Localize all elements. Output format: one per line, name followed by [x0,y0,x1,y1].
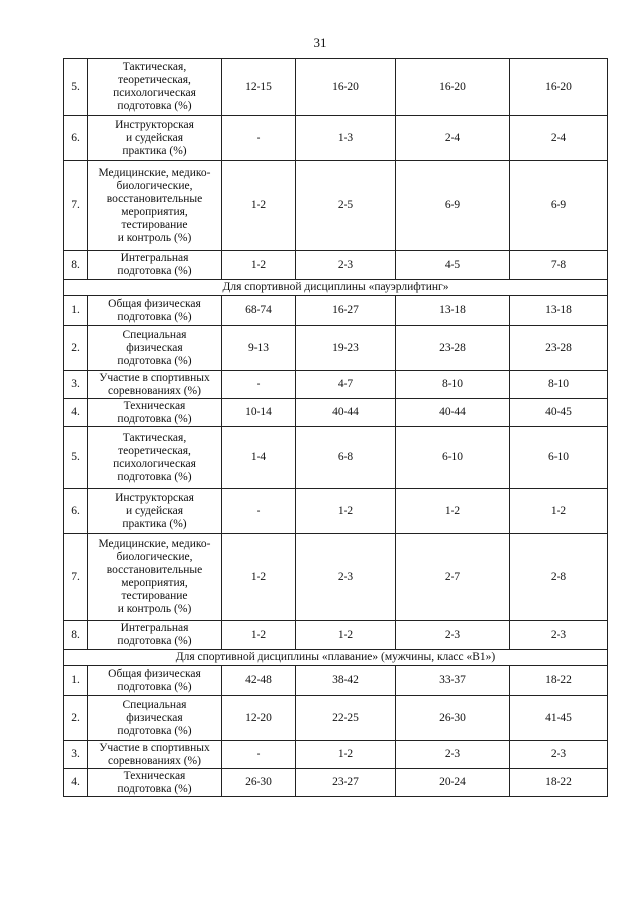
value-cell: 68-74 [222,296,296,326]
value-cell: 42-48 [222,666,296,696]
row-label: Интегральная подготовка (%) [88,621,222,650]
table-row [64,427,608,489]
value-cell: 16-20 [396,59,510,116]
value-cell: 8-10 [396,371,510,399]
table-row [64,161,608,251]
row-label: Общая физическая подготовка (%) [88,666,222,696]
value-cell: - [222,489,296,534]
value-cell: 2-7 [396,534,510,621]
value-cell: 4-7 [296,371,396,399]
value-cell: 33-37 [396,666,510,696]
value-cell: 1-2 [296,489,396,534]
value-cell: 16-20 [296,59,396,116]
table-row [64,251,608,280]
row-number: 8. [64,251,88,280]
value-cell: 1-2 [296,741,396,769]
value-cell: 20-24 [396,769,510,797]
value-cell: 23-28 [510,326,608,371]
row-label: Специальная физическая подготовка (%) [88,696,222,741]
value-cell: 9-13 [222,326,296,371]
value-cell: 2-3 [510,741,608,769]
row-number: 7. [64,161,88,251]
table-row [64,696,608,741]
value-cell: 12-15 [222,59,296,116]
value-cell: 2-3 [396,621,510,650]
row-number: 7. [64,534,88,621]
row-number: 5. [64,59,88,116]
value-cell: 1-2 [396,489,510,534]
value-cell: 23-28 [396,326,510,371]
value-cell: 1-4 [222,427,296,489]
section-heading-swimming: Для спортивной дисциплины «плавание» (мужчины, класс «В1») [64,650,608,666]
value-cell: - [222,116,296,161]
row-number: 4. [64,769,88,797]
value-cell: 13-18 [510,296,608,326]
value-cell: 2-3 [510,621,608,650]
value-cell: 19-23 [296,326,396,371]
table-row [64,371,608,399]
table-row [64,621,608,650]
row-label: Участие в спортивных соревнованиях (%) [88,741,222,769]
value-cell: 2-3 [396,741,510,769]
value-cell: 1-3 [296,116,396,161]
table-row [64,769,608,797]
value-cell: 1-2 [222,161,296,251]
value-cell: 18-22 [510,666,608,696]
row-label: Общая физическая подготовка (%) [88,296,222,326]
value-cell: 40-44 [296,399,396,427]
table-row [64,116,608,161]
row-number: 3. [64,371,88,399]
value-cell: 6-9 [510,161,608,251]
row-number: 2. [64,326,88,371]
value-cell: 23-27 [296,769,396,797]
row-number: 1. [64,666,88,696]
value-cell: 6-10 [510,427,608,489]
value-cell: 40-45 [510,399,608,427]
value-cell: 1-2 [222,251,296,280]
row-number: 4. [64,399,88,427]
table-row [64,534,608,621]
row-label: Медицинские, медико- биологические, восстановительные мероприятия, тестирование и контроль (%) [88,161,222,251]
table-row [64,489,608,534]
table-row [64,399,608,427]
value-cell: - [222,371,296,399]
section-row [64,280,608,296]
value-cell: 6-8 [296,427,396,489]
value-cell: 7-8 [510,251,608,280]
value-cell: 2-3 [296,534,396,621]
value-cell: 13-18 [396,296,510,326]
row-label: Инструкторская и судейская практика (%) [88,116,222,161]
row-label: Инструкторская и судейская практика (%) [88,489,222,534]
table-row [64,326,608,371]
value-cell: 2-8 [510,534,608,621]
row-label: Медицинские, медико- биологические, восстановительные мероприятия, тестирование и контроль (%) [88,534,222,621]
value-cell: 4-5 [396,251,510,280]
value-cell: 16-27 [296,296,396,326]
value-cell: 6-10 [396,427,510,489]
value-cell: 38-42 [296,666,396,696]
value-cell: 8-10 [510,371,608,399]
row-label: Специальная физическая подготовка (%) [88,326,222,371]
value-cell: 1-2 [222,534,296,621]
value-cell: 12-20 [222,696,296,741]
row-label: Интегральная подготовка (%) [88,251,222,280]
value-cell: 1-2 [222,621,296,650]
value-cell: 26-30 [222,769,296,797]
value-cell: 2-3 [296,251,396,280]
page-number: 31 [313,35,327,50]
value-cell: 2-5 [296,161,396,251]
row-number: 8. [64,621,88,650]
table-row [64,59,608,116]
value-cell: 41-45 [510,696,608,741]
row-number: 6. [64,489,88,534]
row-label: Техническая подготовка (%) [88,769,222,797]
section-heading-powerlifting: Для спортивной дисциплины «пауэрлифтинг» [64,280,608,296]
value-cell: 26-30 [396,696,510,741]
row-label: Тактическая, теоретическая, психологическая подготовка (%) [88,59,222,116]
value-cell: 2-4 [396,116,510,161]
value-cell: 6-9 [396,161,510,251]
row-label: Участие в спортивных соревнованиях (%) [88,371,222,399]
value-cell: 22-25 [296,696,396,741]
table-row [64,296,608,326]
table-row [64,666,608,696]
row-number: 3. [64,741,88,769]
row-number: 2. [64,696,88,741]
value-cell: 16-20 [510,59,608,116]
row-label: Тактическая, теоретическая, психологическая подготовка (%) [88,427,222,489]
value-cell: 10-14 [222,399,296,427]
training-ratio-table [63,58,608,797]
value-cell: 40-44 [396,399,510,427]
value-cell: 1-2 [510,489,608,534]
table-row [64,741,608,769]
row-number: 5. [64,427,88,489]
value-cell: 1-2 [296,621,396,650]
row-number: 1. [64,296,88,326]
value-cell: - [222,741,296,769]
row-label: Техническая подготовка (%) [88,399,222,427]
row-number: 6. [64,116,88,161]
section-row [64,650,608,666]
value-cell: 2-4 [510,116,608,161]
value-cell: 18-22 [510,769,608,797]
